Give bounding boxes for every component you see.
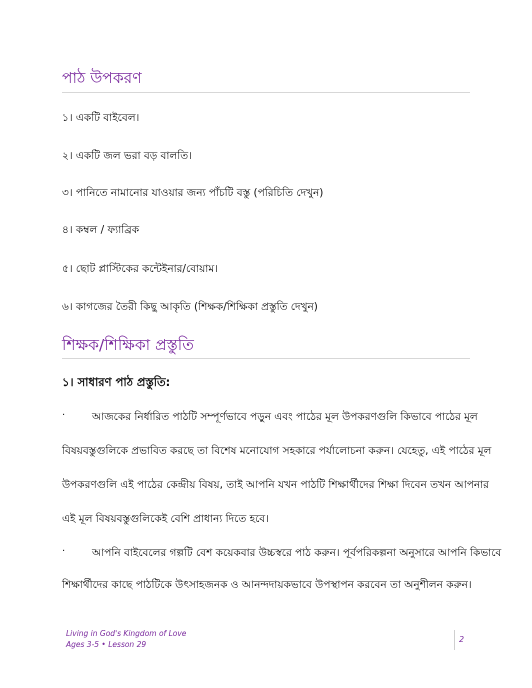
footer [66,628,186,650]
footer-title: Living in God's Kingdom of Love [66,629,187,638]
material-item: ৬। কাগজের তৈরী কিছু আকৃতি (শিক্ষক/শিক্ষিকা প্রস্তুতি দেখুন) [62,301,318,313]
paragraph-line: শিক্ষার্থীদের কাছে পাঠটিকে উৎসাহজনক ও আনন্দদায়কভাবে উপস্থাপন করবেন তা অনুশীলন করুন। [62,579,472,591]
page-number: 2 [459,635,465,644]
material-item: ৪। কম্বল / ফ্যাব্রিক [62,224,140,236]
material-item: ২। একটি জল ভরা বড় বালতি। [62,150,192,162]
paragraph-line: এই মূল বিষয়বস্তুগুলিকেই বেশি প্রাধান্য দিতে হবে। [62,513,269,525]
materials-heading: পাঠ উপকরণ [62,69,142,87]
material-item: ৩। পানিতে নামানোর যাওয়ার জন্য পাঁচটি বস্তু (পরিচিতি দেখুন) [62,187,324,199]
general-prep-subheading: ১। সাধারণ পাঠ প্রস্তুতি: [62,375,171,389]
teacher-prep-heading: শিক্ষক/শিক্ষিকা প্রস্তুতি [62,336,194,354]
section-divider [62,358,470,359]
footer-divider [454,630,455,650]
paragraph-line: আজকের নির্ধারিত পাঠটি সম্পূর্ণভাবে পড়ুন এবং পাঠের মূল উপকরণগুলি কিভাবে পাঠের মূল [92,411,478,423]
material-item: ১। একটি বাইবেল। [62,112,140,124]
bullet-icon: · [62,546,66,557]
section-divider [62,92,470,93]
bullet-icon: · [62,410,66,421]
paragraph-line: আপনি বাইবেলের গল্পটি বেশ কয়েকবার উচ্চস্বরে পাঠ করুন। পূর্বপরিকল্পনা অনুসারে আপনি কিভাবে [92,547,502,559]
material-item: ৫। ছোট প্লাস্টিকের কন্টেইনার/বোয়াম। [62,263,218,275]
paragraph-line: উপকরণগুলি এই পাঠের কেন্দ্রীয় বিষয়, তাই আপনি যখন পাঠটি শিক্ষার্থীদের শিক্ষা দিবেন তখন আপনার [62,479,489,491]
paragraph-line: বিষয়বস্তুগুলিকে প্রভাবিত করছে তা বিশেষ মনোযোগ সহকারে পর্যালোচনা করুন। যেহেতু, এই পাঠের মূল [62,445,492,457]
footer-subtitle: Ages 3-5 • Lesson 29 [66,640,147,649]
